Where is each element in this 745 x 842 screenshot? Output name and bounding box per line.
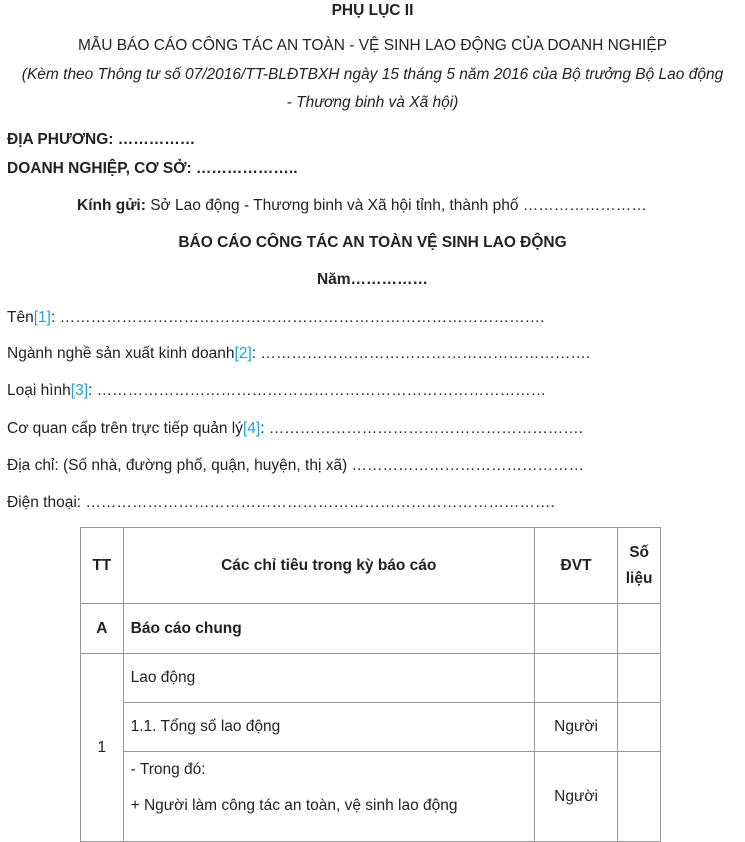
agency-dots: : ……………………………………………………. (260, 420, 584, 437)
row-safety-staff-label: + Người làm công tác an toàn, vệ sinh lao động (130, 797, 458, 814)
name-dots: : …………………………………………………………………………………. (50, 309, 545, 326)
row-safety-unit: Người (534, 752, 617, 842)
header-value-line2: liệu (625, 569, 653, 587)
report-year: Năm…………… (316, 271, 429, 288)
table-row (81, 604, 661, 654)
header-value (618, 528, 661, 604)
recipient-line (77, 197, 647, 215)
name-field (7, 309, 544, 327)
type-field (7, 382, 546, 400)
footnote-link-2[interactable]: [2] (234, 345, 252, 362)
footnote-link-3[interactable]: [3] (70, 382, 89, 399)
header-tt: TT (81, 528, 124, 604)
table-row (81, 703, 661, 752)
footnote-link-1[interactable]: [1] (33, 309, 51, 326)
table-row (81, 654, 661, 703)
agency-field (7, 420, 583, 438)
table-header-row (81, 528, 661, 604)
locality-line: ĐỊA PHƯƠNG: …………… (7, 131, 196, 148)
row-total-criteria: 1.1. Tổng số lao động (123, 703, 534, 752)
header-value-line1: Số (629, 543, 650, 561)
row-a-unit (534, 604, 617, 654)
row-a-tt: A (81, 604, 124, 654)
type-dots: : …………………………………………………………………………… (88, 382, 547, 399)
appendix-title: PHỤ LỤC II (331, 2, 414, 19)
report-title: BÁO CÁO CÔNG TÁC AN TOÀN VỆ SINH LAO ĐỘNG (178, 234, 567, 251)
phone-field: Điện thoại: ………………………………………………………………………………. (7, 494, 555, 511)
industry-dots: : ………………………………………………………. (251, 345, 591, 362)
row-total-unit: Người (534, 703, 617, 752)
row-a-criteria: Báo cáo chung (123, 604, 534, 654)
industry-field (7, 345, 590, 363)
row-labor-criteria: Lao động (123, 654, 534, 703)
industry-label: Ngành nghề sản xuất kinh doanh (7, 345, 235, 362)
table-row (81, 752, 661, 842)
row-safety-value (618, 752, 661, 842)
header-criteria: Các chỉ tiêu trong kỳ báo cáo (123, 528, 534, 604)
type-label: Loại hình (7, 382, 71, 399)
legal-note-line2: - Thương binh và Xã hội) (286, 94, 459, 111)
agency-label: Cơ quan cấp trên trực tiếp quản lý (7, 420, 243, 437)
footnote-link-4[interactable]: [4] (242, 420, 261, 437)
legal-note-line1: (Kèm theo Thông tư số 07/2016/TT-BLĐTBXH ngày 15 tháng 5 năm 2016 của Bộ trưởng Bộ Lao động (21, 66, 724, 83)
form-title: MẪU BÁO CÁO CÔNG TÁC AN TOÀN - VỆ SINH LAO ĐỘNG CỦA DOANH NGHIỆP (77, 37, 668, 54)
row-total-value (618, 703, 661, 752)
header-unit: ĐVT (534, 528, 617, 604)
row-a-value (618, 604, 661, 654)
row-labor-value (618, 654, 661, 703)
enterprise-line: DOANH NGHIỆP, CƠ SỞ: ……………….. (7, 160, 298, 177)
row-1-tt: 1 (81, 654, 124, 842)
row-labor-unit (534, 654, 617, 703)
name-label: Tên (7, 309, 34, 326)
report-table (80, 527, 661, 842)
row-safety-criteria (123, 752, 534, 842)
address-field: Địa chỉ: (Số nhà, đường phố, quận, huyện, thị xã) ……………………………………… (7, 457, 585, 474)
recipient-value: Sở Lao động - Thương binh và Xã hội tỉnh, thành phố …………………… (145, 197, 647, 214)
recipient-label: Kính gửi: (77, 197, 146, 214)
row-among-label: - Trong đó: (130, 761, 206, 778)
